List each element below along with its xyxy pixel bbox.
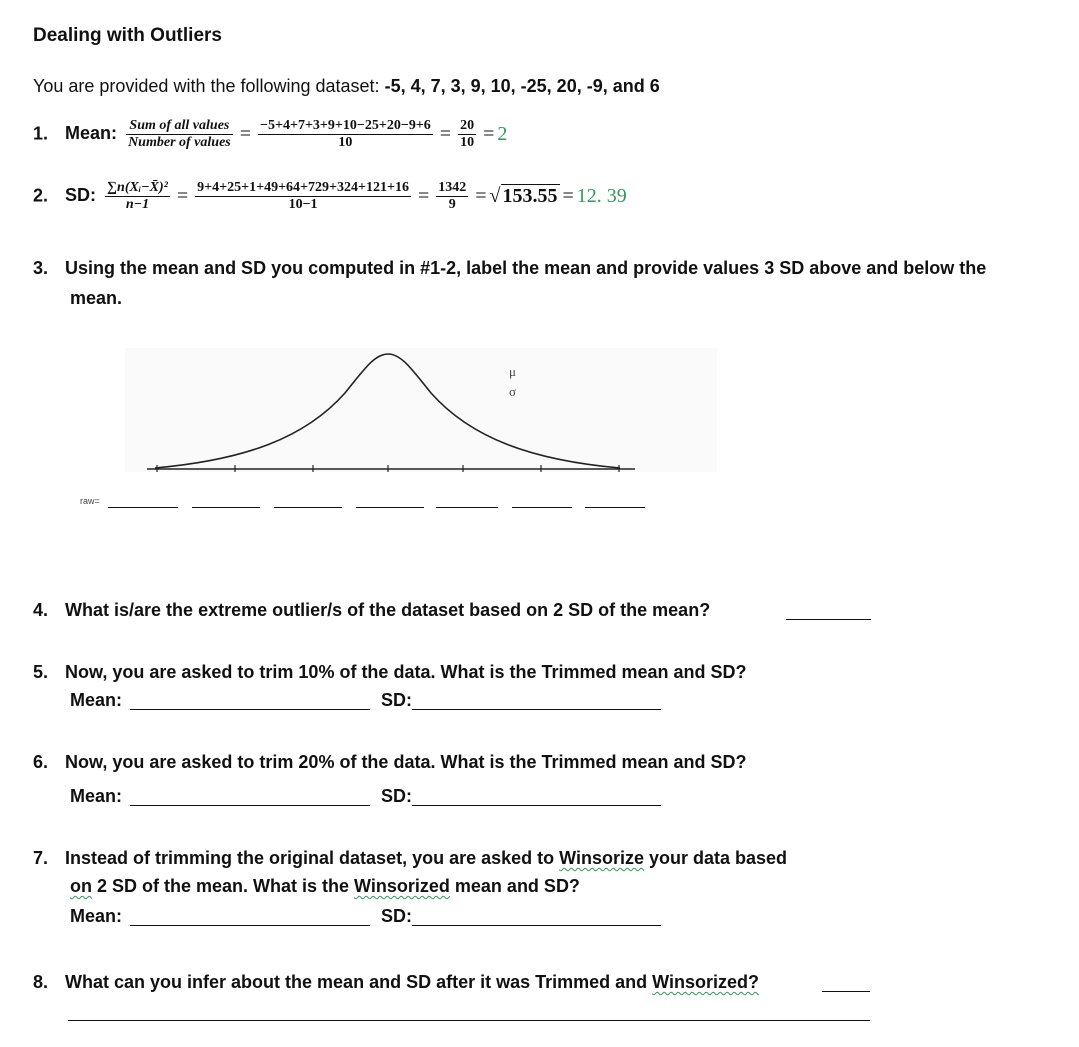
q5-sd-label: SD: — [381, 690, 412, 710]
q1-frac2-den: 10 — [338, 135, 353, 151]
intro-prefix: You are provided with the following dataset: — [33, 76, 380, 96]
normal-curve-figure — [125, 348, 717, 472]
q7-line1-a: Instead of trimming the original dataset, you are asked to — [65, 848, 560, 868]
q6-sd-label: SD: — [381, 786, 412, 806]
raw-blank-1[interactable] — [108, 507, 178, 508]
q2-result: 12. 39 — [576, 185, 627, 208]
question-7 — [33, 848, 787, 869]
q2-frac-simplified — [436, 180, 468, 213]
question-1: 1. Mean: $\frac{\text{Sum of all values}}{\text{Number of values}}$ = $\frac{-5+4+7+3+9+10-25+20-9+6}{10}$ = $\frac{20}{10}$ = 2 — [33, 118, 508, 151]
question-5 — [33, 662, 747, 683]
q8-winsorized-word: Winsorized? — [652, 972, 759, 992]
q1-label: Mean: — [65, 123, 118, 144]
q2-frac3-den: 9 — [448, 197, 456, 213]
q8-answer-line-1[interactable] — [822, 991, 870, 992]
q5-text: Now, you are asked to trim 10% of the data. What is the Trimmed mean and SD? — [65, 662, 747, 682]
question-8 — [33, 972, 759, 993]
q6-mean-answer-line[interactable] — [130, 805, 370, 806]
q1-result: 2 — [497, 123, 508, 146]
q7-mean-label: Mean: — [70, 906, 123, 926]
q1-frac-simplified — [458, 118, 476, 151]
q7-sd-answer-line[interactable] — [412, 925, 661, 926]
raw-blank-3[interactable] — [274, 507, 342, 508]
page-title: Dealing with Outliers — [33, 25, 222, 46]
q2-frac-sum — [195, 180, 411, 213]
q4-answer-line[interactable] — [786, 619, 871, 620]
q7-mean-answer-line[interactable] — [130, 925, 370, 926]
q4-number: 4. — [33, 600, 49, 620]
q2-sqrt: √ 153.55 — [489, 185, 558, 208]
q3-line1: Using the mean and SD you computed in #1-2, label the mean and provide values 3 SD above and below the — [65, 258, 987, 278]
q7-number: 7. — [33, 848, 49, 868]
q2-frac2-den: 10−1 — [288, 197, 318, 213]
raw-blank-2[interactable] — [192, 507, 260, 508]
question-6 — [33, 752, 747, 773]
q3-number: 3. — [33, 258, 49, 278]
q7-winsorize-word: Winsorize — [559, 848, 644, 868]
q5-mean-label: Mean: — [70, 690, 123, 710]
q5-number: 5. — [33, 662, 49, 682]
mu-symbol: μ — [509, 364, 516, 379]
q7-line1-c: your data based — [644, 848, 788, 868]
q7-line2-b: 2 SD of the mean. What is the — [92, 876, 355, 896]
q8-text-a: What can you infer about the mean and SD after it was Trimmed and — [65, 972, 653, 992]
raw-blank-4[interactable] — [356, 507, 424, 508]
q6-number: 6. — [33, 752, 49, 772]
q2-number: 2. — [33, 185, 49, 206]
raw-blank-6[interactable] — [512, 507, 572, 508]
q2-label: SD: — [65, 185, 97, 206]
q1-frac1-num: Sum of all values — [126, 118, 233, 135]
bell-curve-graph — [125, 348, 717, 472]
q8-number: 8. — [33, 972, 49, 992]
bell-curve-path — [155, 354, 620, 468]
q6-text: Now, you are asked to trim 20% of the data. What is the Trimmed mean and SD? — [65, 752, 747, 772]
q2-frac3-num: 1342 — [436, 180, 468, 197]
q1-frac2-num: −5+4+7+3+9+10−25+20−9+6 — [258, 118, 433, 135]
q1-frac-definition — [126, 118, 233, 151]
q6-mean-label: Mean: — [70, 786, 123, 806]
sigma-symbol: σ — [509, 384, 517, 399]
q1-frac3-den: 10 — [460, 135, 475, 151]
q1-frac3-num: 20 — [458, 118, 476, 135]
q1-frac-sum — [258, 118, 433, 151]
q7-line2-d: mean and SD? — [449, 876, 580, 896]
q4-text: What is/are the extreme outlier/s of the dataset based on 2 SD of the mean? — [65, 600, 711, 620]
raw-blank-5[interactable] — [436, 507, 498, 508]
q7-line2 — [70, 876, 580, 897]
q8-answer-line-2[interactable] — [68, 1020, 870, 1021]
question-3 — [33, 258, 986, 279]
q2-sqrt-value: 153.55 — [502, 185, 558, 208]
q7-winsorized-word: Winsorized — [354, 876, 450, 896]
q2-frac-formula — [105, 180, 170, 213]
q3-line2: mean. — [70, 288, 123, 308]
q1-number: 1. — [33, 123, 49, 144]
raw-label: raw= — [80, 496, 100, 506]
dataset-intro — [33, 76, 660, 97]
q2-frac1-num: ∑n(Xᵢ−X̄)² — [105, 180, 170, 197]
question-4 — [33, 600, 710, 621]
q7-on-word: on — [70, 876, 92, 896]
q1-frac1-den: Number of values — [128, 135, 231, 151]
q2-frac2-num: 9+4+25+1+49+64+729+324+121+16 — [195, 180, 411, 197]
q5-sd-answer-line[interactable] — [412, 709, 661, 710]
q7-sd-label: SD: — [381, 906, 412, 926]
dataset-values: -5, 4, 7, 3, 9, 10, -25, 20, -9, and 6 — [384, 76, 660, 96]
question-2: 2. SD: $\frac{\text{∑n(Xᵢ−X̄)²}}{n-1}$ = $\frac{9+4+25+1+49+64+729+324+121+16}{10-1}$ = $\frac{1342}{9}$ = √ 153.55 = 12. 39 — [33, 180, 627, 213]
q2-frac1-den: n−1 — [125, 197, 150, 213]
q5-mean-answer-line[interactable] — [130, 709, 370, 710]
q6-sd-answer-line[interactable] — [412, 805, 661, 806]
raw-blank-7[interactable] — [585, 507, 645, 508]
